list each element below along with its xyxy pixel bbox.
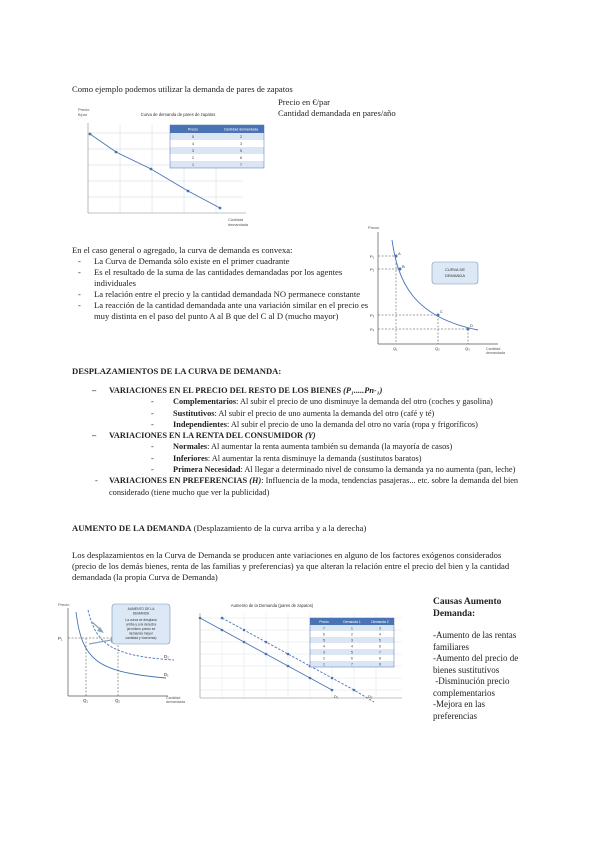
aumento-heading	[72, 523, 366, 534]
convex-intro: En el caso general o agregado, la curva de demanda es convexa:	[72, 245, 293, 255]
chart2-box-line-2: DEMANDA	[444, 273, 466, 278]
chart3-tick-p1: P₁	[58, 636, 63, 641]
chart4-cell: 7	[323, 626, 325, 631]
chart1-th-precio: Precio	[187, 127, 199, 132]
chart3-label-d1: D₁	[164, 672, 169, 677]
chart4-cell: 6	[351, 656, 353, 661]
chart4-cell: 6	[323, 632, 325, 637]
chart1-title: Curva de demanda de pares de zapatos	[140, 112, 216, 117]
chart4-point	[287, 665, 290, 668]
chart1-cell: 1	[192, 163, 194, 167]
chart1-cell: 5	[192, 135, 194, 139]
aumento-subtitle: (Desplazamiento de la curva arriba y a la derecha)	[191, 523, 367, 533]
chart1-xlabel-2: demandada	[228, 223, 249, 227]
chart1-th-cantidad: Cantidad demandada	[223, 127, 259, 132]
list-item	[92, 430, 532, 475]
chart1-xlabel: Cantidad	[228, 218, 244, 222]
list-item: - Sustitutivos: Al subir el precio de uno aumenta la demanda del otro (café y té)	[151, 408, 532, 419]
desplazamientos-list	[92, 385, 532, 498]
chart3-label-d2: D₂	[164, 654, 169, 659]
chart3-box-line: demanda mayor	[129, 631, 153, 636]
chart4-th: Demanda 1	[343, 620, 361, 624]
chart2-demand-curve	[392, 240, 478, 330]
chart2-tick-p2: P₂	[370, 267, 375, 272]
causas-title: Causas Aumento Demanda:	[433, 597, 502, 619]
chart1-cell: 7	[240, 163, 242, 167]
chart-demand-shift	[56, 600, 186, 710]
chart4-cell: 8	[379, 656, 381, 661]
axis-note-price: Precio en €/par	[278, 97, 331, 107]
chart3-box-line: arriba y a la derecha	[125, 622, 157, 627]
chart2-tick-q2: Q₂	[435, 346, 440, 351]
chart-zapatos-demand	[78, 103, 278, 228]
chart4-cell: 1	[351, 626, 353, 631]
chart1-ylabel: Precio	[78, 107, 90, 112]
chart2-tick-p1: P₁	[370, 254, 375, 259]
chart4-point	[353, 689, 356, 692]
chart1-cell: 3	[192, 149, 194, 153]
group-symbol: (H)	[249, 476, 262, 486]
chart4-cell: 7	[351, 662, 353, 667]
group-symbol: (Y)	[305, 431, 316, 441]
chart4-cell: 9	[379, 662, 381, 667]
chart2-box-line-1: CURVA DE	[444, 267, 466, 272]
chart4-point	[243, 641, 246, 644]
chart4-cell: 2	[323, 656, 325, 661]
chart2-label-c: C	[440, 309, 443, 314]
chart4-cell: 4	[351, 644, 353, 649]
chart4-cell: 5	[323, 638, 325, 643]
chart4-th: Precio	[319, 620, 329, 624]
chart3-box-line: cantidad y viceversa)	[125, 636, 157, 640]
chart4-cell: 3	[323, 650, 325, 655]
chart4-point	[265, 641, 268, 644]
chart4-th: Demanda 2	[371, 620, 389, 624]
chart3-box-line: La curva se desplaza	[125, 618, 157, 622]
list-item: - Primera Necesidad: Al llegar a determinado nivel de consumo la demanda ya no aumenta (pan, leche)	[151, 464, 532, 475]
chart1-cell: 3	[240, 142, 242, 146]
chart4-label-d2: D₂	[368, 694, 373, 699]
list-item: - Normales: Al aumentar la renta aumenta también su demanda (la mayoría de casos)	[151, 441, 532, 452]
chart3-tick-q1: Q₁	[83, 698, 88, 703]
chart1-point	[89, 133, 92, 136]
chart1-cell: 2	[240, 135, 242, 139]
axis-note-quantity: Cantidad demandada en pares/año	[278, 108, 396, 118]
chart4-point	[221, 629, 224, 632]
convex-list	[72, 256, 370, 322]
chart4-point	[265, 653, 268, 656]
chart3-box-line: (al mismo precio se	[126, 627, 156, 631]
chart4-cell: 6	[379, 644, 381, 649]
intro-line: Como ejemplo podemos utilizar la demanda de pares de zapatos	[72, 84, 293, 94]
chart4-title: Aumento de la Demanda (pares de zapatos)	[230, 603, 314, 608]
chart2-xlabel-2: demandada	[486, 351, 505, 355]
chart4-point	[309, 677, 312, 680]
chart1-cell: 4	[192, 142, 194, 146]
chart1-cell: 6	[240, 156, 242, 160]
chart2-label-d: D	[470, 323, 473, 328]
list-item: -Mejora en las preferencias	[433, 699, 485, 721]
list-item: - VARIACIONES EN PREFERENCIAS (H): Influencia de la moda, tendencias pasajeras... etc. sobre la demanda del bien considerado (tiene mucho que ver la publicidad)	[92, 475, 532, 498]
list-item: - Complementarios: Al subir el precio de uno disminuye la demanda del otro (coches y gasolina)	[151, 396, 532, 407]
chart2-label-a: A	[398, 251, 401, 256]
causas-list	[433, 630, 531, 722]
list-item: -Aumento del precio de bienes sustitutivos	[433, 653, 519, 675]
list-item	[92, 385, 532, 430]
chart4-point	[199, 617, 202, 620]
list-item: -Aumento de las rentas familiares	[433, 630, 517, 652]
group-heading: VARIACIONES EN PREFERENCIAS	[109, 476, 250, 486]
chart4-cell: 1	[323, 662, 325, 667]
chart2-tick-q1: Q₁	[393, 346, 398, 351]
chart3-ylabel: Precio	[58, 602, 70, 607]
chart1-cell: 2	[192, 156, 194, 160]
chart3-xlabel-2: demandada	[166, 700, 185, 704]
chart2-tick-p3: P₃	[370, 313, 375, 318]
chart4-table	[310, 618, 394, 667]
chart4-cell: 5	[351, 650, 353, 655]
chart4-cell: 5	[379, 638, 381, 643]
chart4-cell: 3	[351, 638, 353, 643]
chart2-label-b: B	[402, 264, 405, 269]
chart3-tick-q2: Q₂	[115, 698, 121, 703]
desplazamientos-title: DESPLAZAMIENTOS DE LA CURVA DE DEMANDA:	[72, 366, 282, 376]
chart4-point	[243, 629, 246, 632]
chart1-point	[150, 168, 153, 171]
chart1-table	[170, 125, 264, 168]
chart4-point	[287, 653, 290, 656]
list-item: - Independientes: Al subir el precio de uno la demanda del otro no varía (ropa y frigoríficos)	[151, 419, 532, 430]
chart-demand-increase	[192, 598, 412, 708]
chart-convex-demand	[368, 222, 528, 355]
group-heading: VARIACIONES EN LA RENTA DEL CONSUMIDOR	[109, 431, 306, 441]
chart3-xlabel: Cantidad	[166, 696, 181, 700]
chart3-box-line: DEMANDA	[132, 611, 150, 616]
list-item: - La Curva de Demanda sólo existe en el primer cuadrante	[72, 256, 370, 267]
chart4-point	[331, 677, 334, 680]
list-item: - Es el resultado de la suma de las cantidades demandadas por los agentes individuales	[72, 267, 370, 289]
chart2-xlabel: Cantidad	[486, 347, 501, 351]
chart4-point	[221, 617, 224, 620]
list-item: - La relación entre el precio y la cantidad demandada NO permanece constante	[72, 289, 370, 300]
list-item: - Inferiores: Al aumentar la renta disminuye la demanda (sustitutos baratos)	[151, 453, 532, 464]
chart1-ylabel-unit: €/par	[78, 112, 88, 117]
chart4-cell: 7	[379, 650, 381, 655]
chart2-tick-q3: Q₃	[465, 346, 470, 351]
aumento-paragraph: Los desplazamientos en la Curva de Demanda se producen ante variaciones en alguno de los factores exógenos considerados (precio de los demás bienes, renta de las familias y preferencias) ya que alteran la relación entre el precio del bien y la cantidad demandada (la propia Curva de Demanda)	[72, 550, 510, 582]
chart2-tick-p4: P₄	[370, 327, 375, 332]
chart4-cell: 4	[323, 644, 325, 649]
chart4-label-d1: D₁	[334, 694, 339, 699]
chart1-cell: 5	[240, 149, 242, 153]
chart1-point	[115, 151, 118, 154]
chart4-point	[331, 689, 334, 692]
chart1-point	[219, 207, 222, 210]
chart4-cell: 3	[379, 626, 381, 631]
chart4-cell: 4	[379, 632, 381, 637]
list-item: - La reacción de la cantidad demandada ante una variación similar en el precio es muy distinta en el paso del punto A al B que del C al D (mucho mayor)	[72, 300, 370, 322]
group-heading: VARIACIONES EN EL PRECIO DEL RESTO DE LOS BIENES	[109, 386, 344, 395]
aumento-title: AUMENTO DE LA DEMANDA	[72, 523, 192, 533]
chart2-ylabel: Precio	[368, 225, 380, 230]
list-item: -Disminución precio complementarios	[433, 676, 512, 698]
chart4-cell: 2	[351, 632, 353, 637]
group-symbol: (P₁.....Pn-₁)	[343, 386, 383, 395]
chart1-point	[187, 190, 190, 193]
chart3-box-line: AUMENTO DE LA	[127, 607, 155, 611]
